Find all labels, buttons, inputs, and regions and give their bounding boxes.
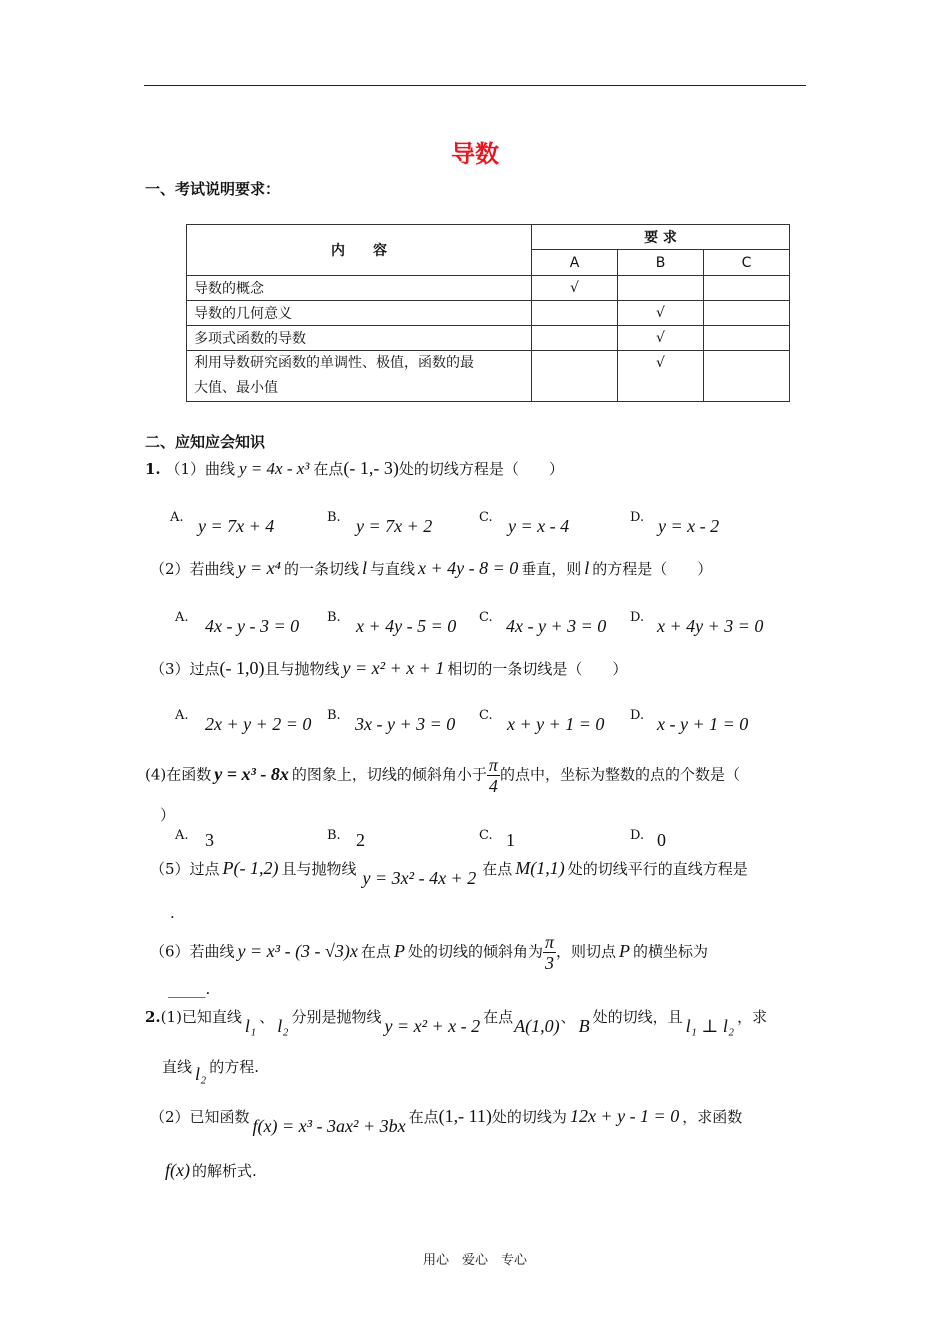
question-1-3: （3）过点(- 1,0)且与抛物线 y = x² + x + 1 相切的一条切线是（ ） (150, 658, 628, 678)
question-2-1-cont: 直线 l₂ 的方程. (162, 1058, 260, 1084)
page-title: 导数 (451, 140, 499, 168)
check-mark: √ (618, 301, 704, 326)
question-1-2: （2）若曲线 y = x⁴ 的一条切线 l 与直线 x + 4y - 8 = 0 垂直，则 l 的方程是（ ） (150, 558, 713, 578)
level-c: C (704, 250, 790, 276)
row-label: 多项式函数的导数 (187, 326, 532, 351)
row-label: 导数的几何意义 (187, 301, 532, 326)
question-1-5-end: . (170, 904, 175, 922)
level-a: A (532, 250, 618, 276)
section-heading-1: 一、考试说明要求： (145, 180, 281, 198)
row-label: 导数的概念 (187, 276, 532, 301)
requirements-table (186, 224, 790, 402)
question-1-6-blank: _____. (168, 980, 211, 998)
question-1-6: （6）若曲线 y = x³ - (3 - √3)x 在点 P 处的切线的倾斜角为 $\frac{\pi}{3}$ ，则切点 P 的横坐标为 (150, 932, 709, 973)
page-footer: 用心 爱心 专心 (422, 1253, 527, 1268)
question-2-1: 2.(1)已知直线 l₁ 、 l₂ 分别是抛物线 y = x² + x - 2 在点A(1,0)、 B 处的切线，且 l₁ ⊥ l₂ ，求 (145, 1008, 768, 1036)
check-mark: √ (618, 326, 704, 351)
header-rule (144, 85, 806, 86)
row-label: 利用导数研究函数的单调性、极值，函数的最 大值、最小值 (187, 351, 532, 402)
check-mark: √ (532, 276, 618, 301)
question-1-line-1: 1. （1）曲线 y = 4x - x³ 在点(- 1,- 3)处的切线方程是（ ） (145, 458, 564, 478)
section-heading-2: 二、应知应会知识 (145, 433, 266, 451)
header-requirement: 要 求 (532, 225, 790, 250)
header-content: 内 容 (187, 225, 532, 276)
check-mark: √ (618, 351, 704, 402)
question-2-2: （2）已知函数 f(x) = x³ - 3ax² + 3bx 在点(1,- 11)处的切线为 12x + y - 1 = 0 ，求函数 (150, 1106, 743, 1136)
question-1-4-paren: ） (160, 806, 176, 824)
question-1-4: (4)在函数 y = x³ - 8x 的图象上，切线的倾斜角小于 $\frac{\pi}{4}$ 的点中，坐标为整数的点的个数是（ (145, 755, 740, 796)
question-2-2-cont: f(x) 的解析式. (165, 1160, 257, 1180)
level-b: B (618, 250, 704, 276)
question-1-5: （5）过点 P(- 1,2) 且与抛物线 y = 3x² - 4x + 2 在点 M(1,1) 处的切线平行的直线方程是 (150, 858, 748, 888)
